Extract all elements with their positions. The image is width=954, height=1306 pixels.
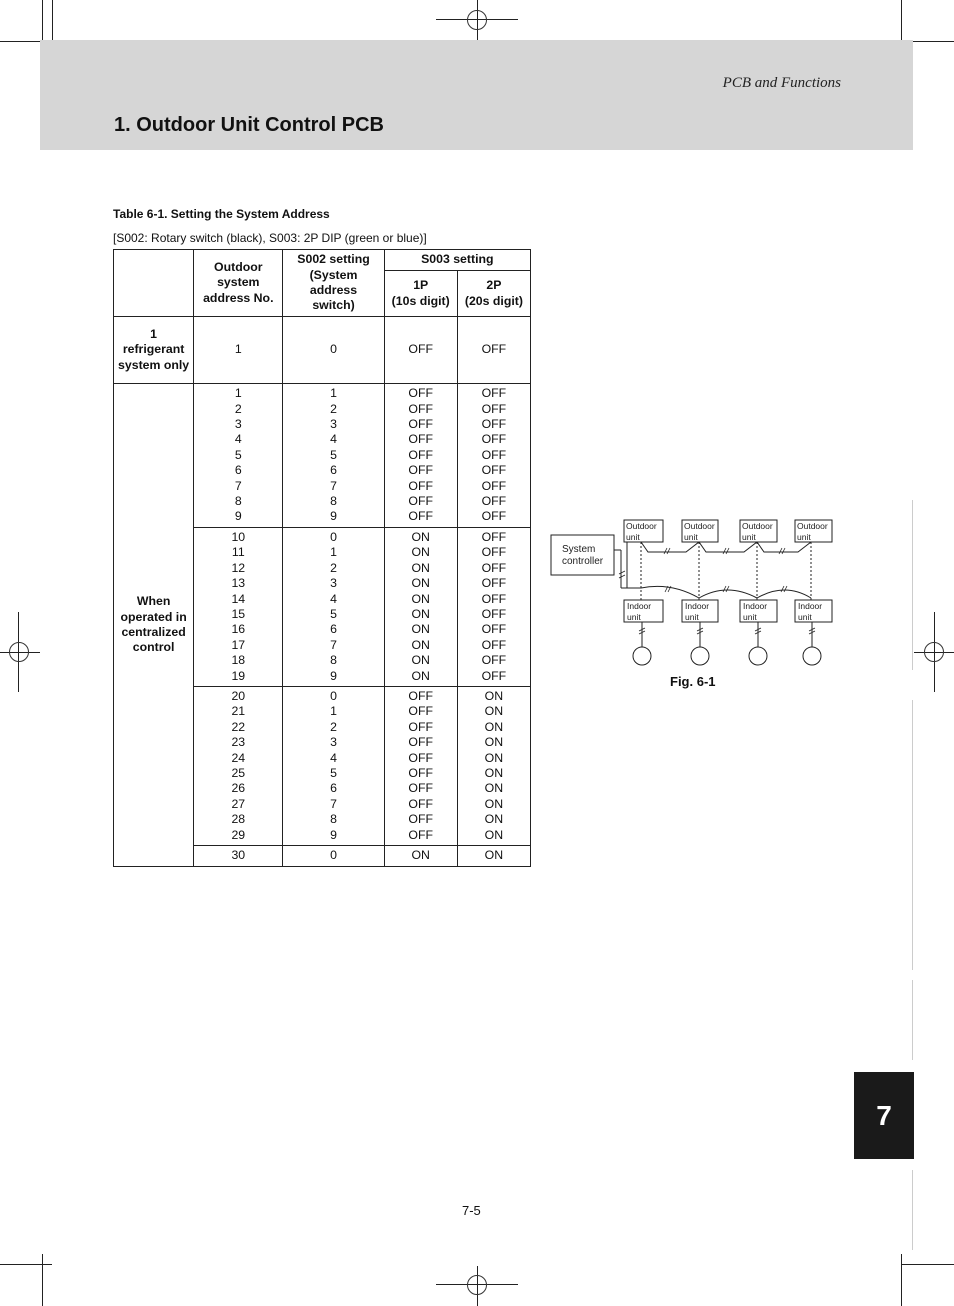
row-label-centralized: When operated in centralized control [114, 384, 194, 867]
system-wiring-diagram [549, 516, 849, 672]
cell-address: 1 [194, 317, 283, 384]
outdoor-unit-label: Outdoor [626, 521, 657, 531]
cell-address: 1 2 3 4 5 6 7 8 9 [194, 384, 283, 528]
cell-address: 30 [194, 846, 283, 867]
cell-2p: OFF OFF OFF OFF OFF OFF OFF OFF OFF [457, 384, 530, 528]
crop-mark [0, 1264, 52, 1265]
cell-1p: OFF [384, 317, 457, 384]
header-s003-setting: S003 setting [384, 250, 530, 271]
system-controller-label: controller [562, 556, 604, 567]
table-row [114, 317, 531, 384]
outdoor-unit-label: unit [626, 532, 640, 542]
registration-circle [9, 642, 29, 662]
outdoor-unit-label: Outdoor [684, 521, 715, 531]
header-1p: 1P (10s digit) [384, 271, 457, 317]
cell-s002: 1 2 3 4 5 6 7 8 9 [283, 384, 384, 528]
header-2p: 2P (20s digit) [457, 271, 530, 317]
cell-address: 10 11 12 13 14 15 16 17 18 19 [194, 528, 283, 687]
cell-s002: 0 1 2 3 4 5 6 7 8 9 [283, 528, 384, 687]
cell-2p: ON ON ON ON ON ON ON ON ON ON [457, 687, 530, 846]
outdoor-unit-label: unit [742, 532, 756, 542]
indoor-unit-label: unit [627, 612, 641, 622]
indoor-unit-label: Indoor [798, 601, 823, 611]
remote-controller-circle [749, 647, 767, 665]
chapter-number: 7 [876, 1099, 892, 1131]
page-number: 7-5 [462, 1203, 481, 1218]
remote-controller-circle [803, 647, 821, 665]
remote-controller-circle [633, 647, 651, 665]
crop-mark [52, 0, 53, 40]
cell-s002: 0 [283, 846, 384, 867]
table-row [114, 384, 531, 528]
indoor-unit-label: unit [798, 612, 812, 622]
crop-mark [901, 1254, 902, 1306]
cell-1p: OFF OFF OFF OFF OFF OFF OFF OFF OFF [384, 384, 457, 528]
indoor-unit-label: Indoor [743, 601, 768, 611]
figure-caption: Fig. 6-1 [670, 674, 716, 689]
registration-circle [924, 642, 944, 662]
cell-1p: ON ON ON ON ON ON ON ON ON ON [384, 528, 457, 687]
cell-s002: 0 1 2 3 4 5 6 7 8 9 [283, 687, 384, 846]
page-edge-line [912, 1170, 913, 1250]
page-title: 1. Outdoor Unit Control PCB [114, 114, 384, 136]
cell-2p: ON [457, 846, 530, 867]
registration-circle [467, 10, 487, 30]
header-s002-setting: S002 setting (System address switch) [283, 250, 384, 317]
table-subcaption: [S002: Rotary switch (black), S003: 2P DIP (green or blue)] [113, 231, 427, 245]
outdoor-unit-label: Outdoor [742, 521, 773, 531]
row-label-single-system: 1 refrigerant system only [114, 317, 194, 384]
cell-s002: 0 [283, 317, 384, 384]
section-label: PCB and Functions [722, 75, 841, 91]
system-controller-label: System [562, 544, 596, 555]
system-controller-box [551, 535, 614, 575]
cell-1p: ON [384, 846, 457, 867]
remote-controller-circle [691, 647, 709, 665]
outdoor-unit-label: Outdoor [797, 521, 828, 531]
page-edge-line [912, 980, 913, 1060]
outdoor-unit-label: unit [684, 532, 698, 542]
registration-circle [467, 1275, 487, 1295]
indoor-unit-label: unit [743, 612, 757, 622]
table-header-row [114, 250, 531, 271]
cell-1p: OFF OFF OFF OFF OFF OFF OFF OFF OFF OFF [384, 687, 457, 846]
cell-address: 20 21 22 23 24 25 26 27 28 29 [194, 687, 283, 846]
page-edge-line [912, 500, 913, 670]
chapter-tab [854, 1072, 914, 1159]
crop-mark [42, 1254, 43, 1306]
cell-2p: OFF [457, 317, 530, 384]
header-outdoor-address: Outdoor system address No. [194, 250, 283, 317]
crop-mark [902, 1264, 954, 1265]
page-edge-line [912, 700, 913, 970]
indoor-unit-label: unit [685, 612, 699, 622]
system-address-table [113, 249, 531, 867]
outdoor-unit-label: unit [797, 532, 811, 542]
indoor-unit-label: Indoor [685, 601, 710, 611]
cell-2p: OFF OFF OFF OFF OFF OFF OFF OFF OFF OFF [457, 528, 530, 687]
table-caption: Table 6-1. Setting the System Address [113, 207, 330, 221]
header-blank-cell [114, 250, 194, 317]
indoor-unit-label: Indoor [627, 601, 652, 611]
